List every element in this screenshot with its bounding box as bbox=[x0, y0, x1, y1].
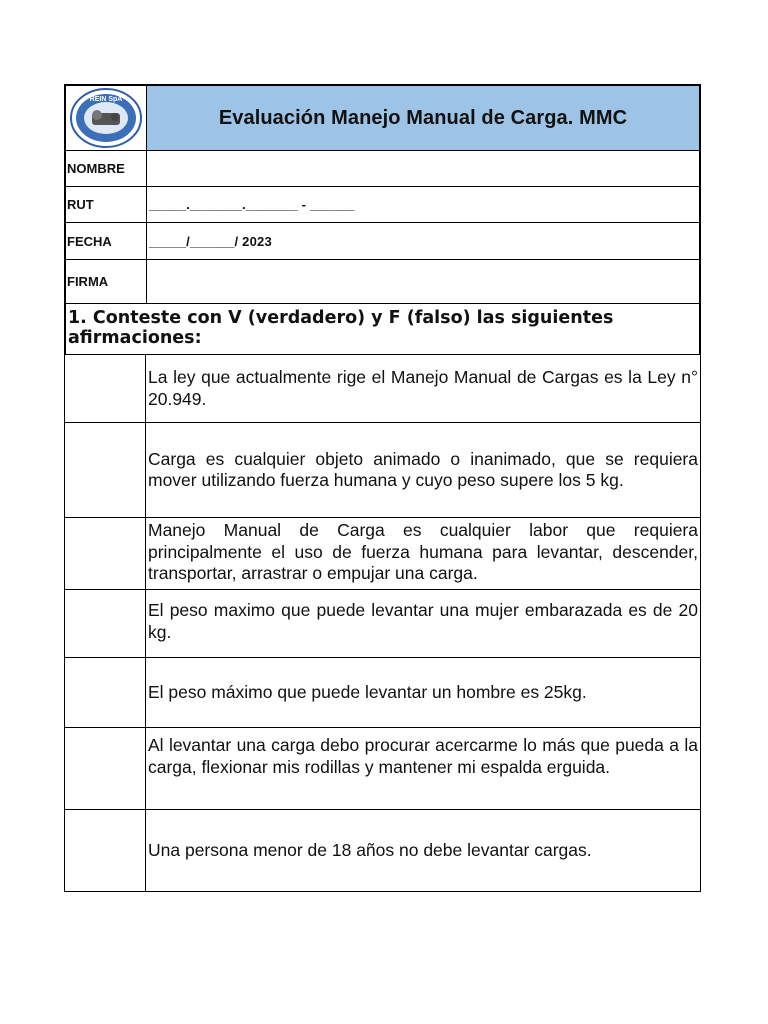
answer-box[interactable] bbox=[65, 590, 146, 657]
field-label: NOMBRE bbox=[67, 161, 125, 176]
logo-cell bbox=[66, 86, 147, 150]
statement-row bbox=[64, 518, 701, 590]
statement-text: Carga es cualquier objeto animado o inanimado, que se requiera mover utilizando fuerza humana y cuyo peso supere los 5 kg. bbox=[148, 448, 698, 490]
statement-cell bbox=[146, 728, 700, 809]
field-row-firma bbox=[64, 260, 701, 304]
field-label: RUT bbox=[67, 197, 94, 212]
evaluation-form bbox=[64, 84, 701, 892]
field-value: _____._______._______ - ______ bbox=[149, 197, 355, 212]
answer-box[interactable] bbox=[65, 355, 146, 422]
field-label-cell bbox=[66, 187, 147, 222]
statement-text: Manejo Manual de Carga es cualquier labor que requiera principalmente el uso de fuerza humana para levantar, descender, transportar, arrastrar o empujar una carga. bbox=[148, 520, 698, 583]
statement-row bbox=[64, 728, 701, 810]
rut-field[interactable] bbox=[147, 187, 699, 222]
statement-row bbox=[64, 423, 701, 518]
statement-cell bbox=[146, 518, 700, 589]
statement-text: El peso maximo que puede levantar una mujer embarazada es de 20 kg. bbox=[148, 600, 698, 642]
svg-text:REIN SpA: REIN SpA bbox=[89, 96, 123, 103]
statement-text: El peso máximo que puede levantar un hombre es 25kg. bbox=[148, 681, 587, 702]
field-row-nombre bbox=[64, 151, 701, 187]
statement-row bbox=[64, 590, 701, 658]
field-label: FECHA bbox=[67, 233, 112, 249]
statement-cell bbox=[146, 355, 700, 422]
statement-cell bbox=[146, 423, 700, 517]
fecha-field[interactable] bbox=[147, 223, 699, 259]
company-seal-logo-icon bbox=[69, 87, 143, 149]
statement-row bbox=[64, 658, 701, 728]
page-title: Evaluación Manejo Manual de Carga. MMC bbox=[218, 106, 628, 129]
field-value: _____/______/ 2023 bbox=[149, 233, 272, 249]
nombre-field[interactable] bbox=[147, 151, 699, 186]
title-cell bbox=[147, 86, 699, 150]
statement-text: La ley que actualmente rige el Manejo Manual de Cargas es la Ley n° 20.949. bbox=[148, 367, 698, 409]
section-heading-row bbox=[64, 304, 701, 355]
field-row-rut bbox=[64, 187, 701, 223]
firma-field[interactable] bbox=[147, 260, 699, 303]
field-label-cell bbox=[66, 260, 147, 303]
form-header bbox=[64, 84, 701, 151]
field-label-cell bbox=[66, 151, 147, 186]
statement-row bbox=[64, 810, 701, 892]
section-heading: 1. Conteste con V (verdadero) y F (falso) las siguientes afirmaciones: bbox=[68, 308, 614, 348]
statement-cell bbox=[146, 590, 700, 657]
answer-box[interactable] bbox=[65, 810, 146, 891]
answer-box[interactable] bbox=[65, 518, 146, 589]
statement-text: Al levantar una carga debo procurar acercarme lo más que pueda a la carga, flexionar mis rodillas y mantener mi espalda erguida. bbox=[148, 735, 698, 777]
statement-row bbox=[64, 355, 701, 423]
field-label-cell bbox=[66, 223, 147, 259]
statement-text: Una persona menor de 18 años no debe levantar cargas. bbox=[148, 839, 592, 860]
field-label: FIRMA bbox=[67, 274, 109, 289]
answer-box[interactable] bbox=[65, 658, 146, 727]
answer-box[interactable] bbox=[65, 728, 146, 809]
statement-cell bbox=[146, 810, 700, 891]
field-row-fecha bbox=[64, 223, 701, 260]
statement-cell bbox=[146, 658, 700, 727]
answer-box[interactable] bbox=[65, 423, 146, 517]
